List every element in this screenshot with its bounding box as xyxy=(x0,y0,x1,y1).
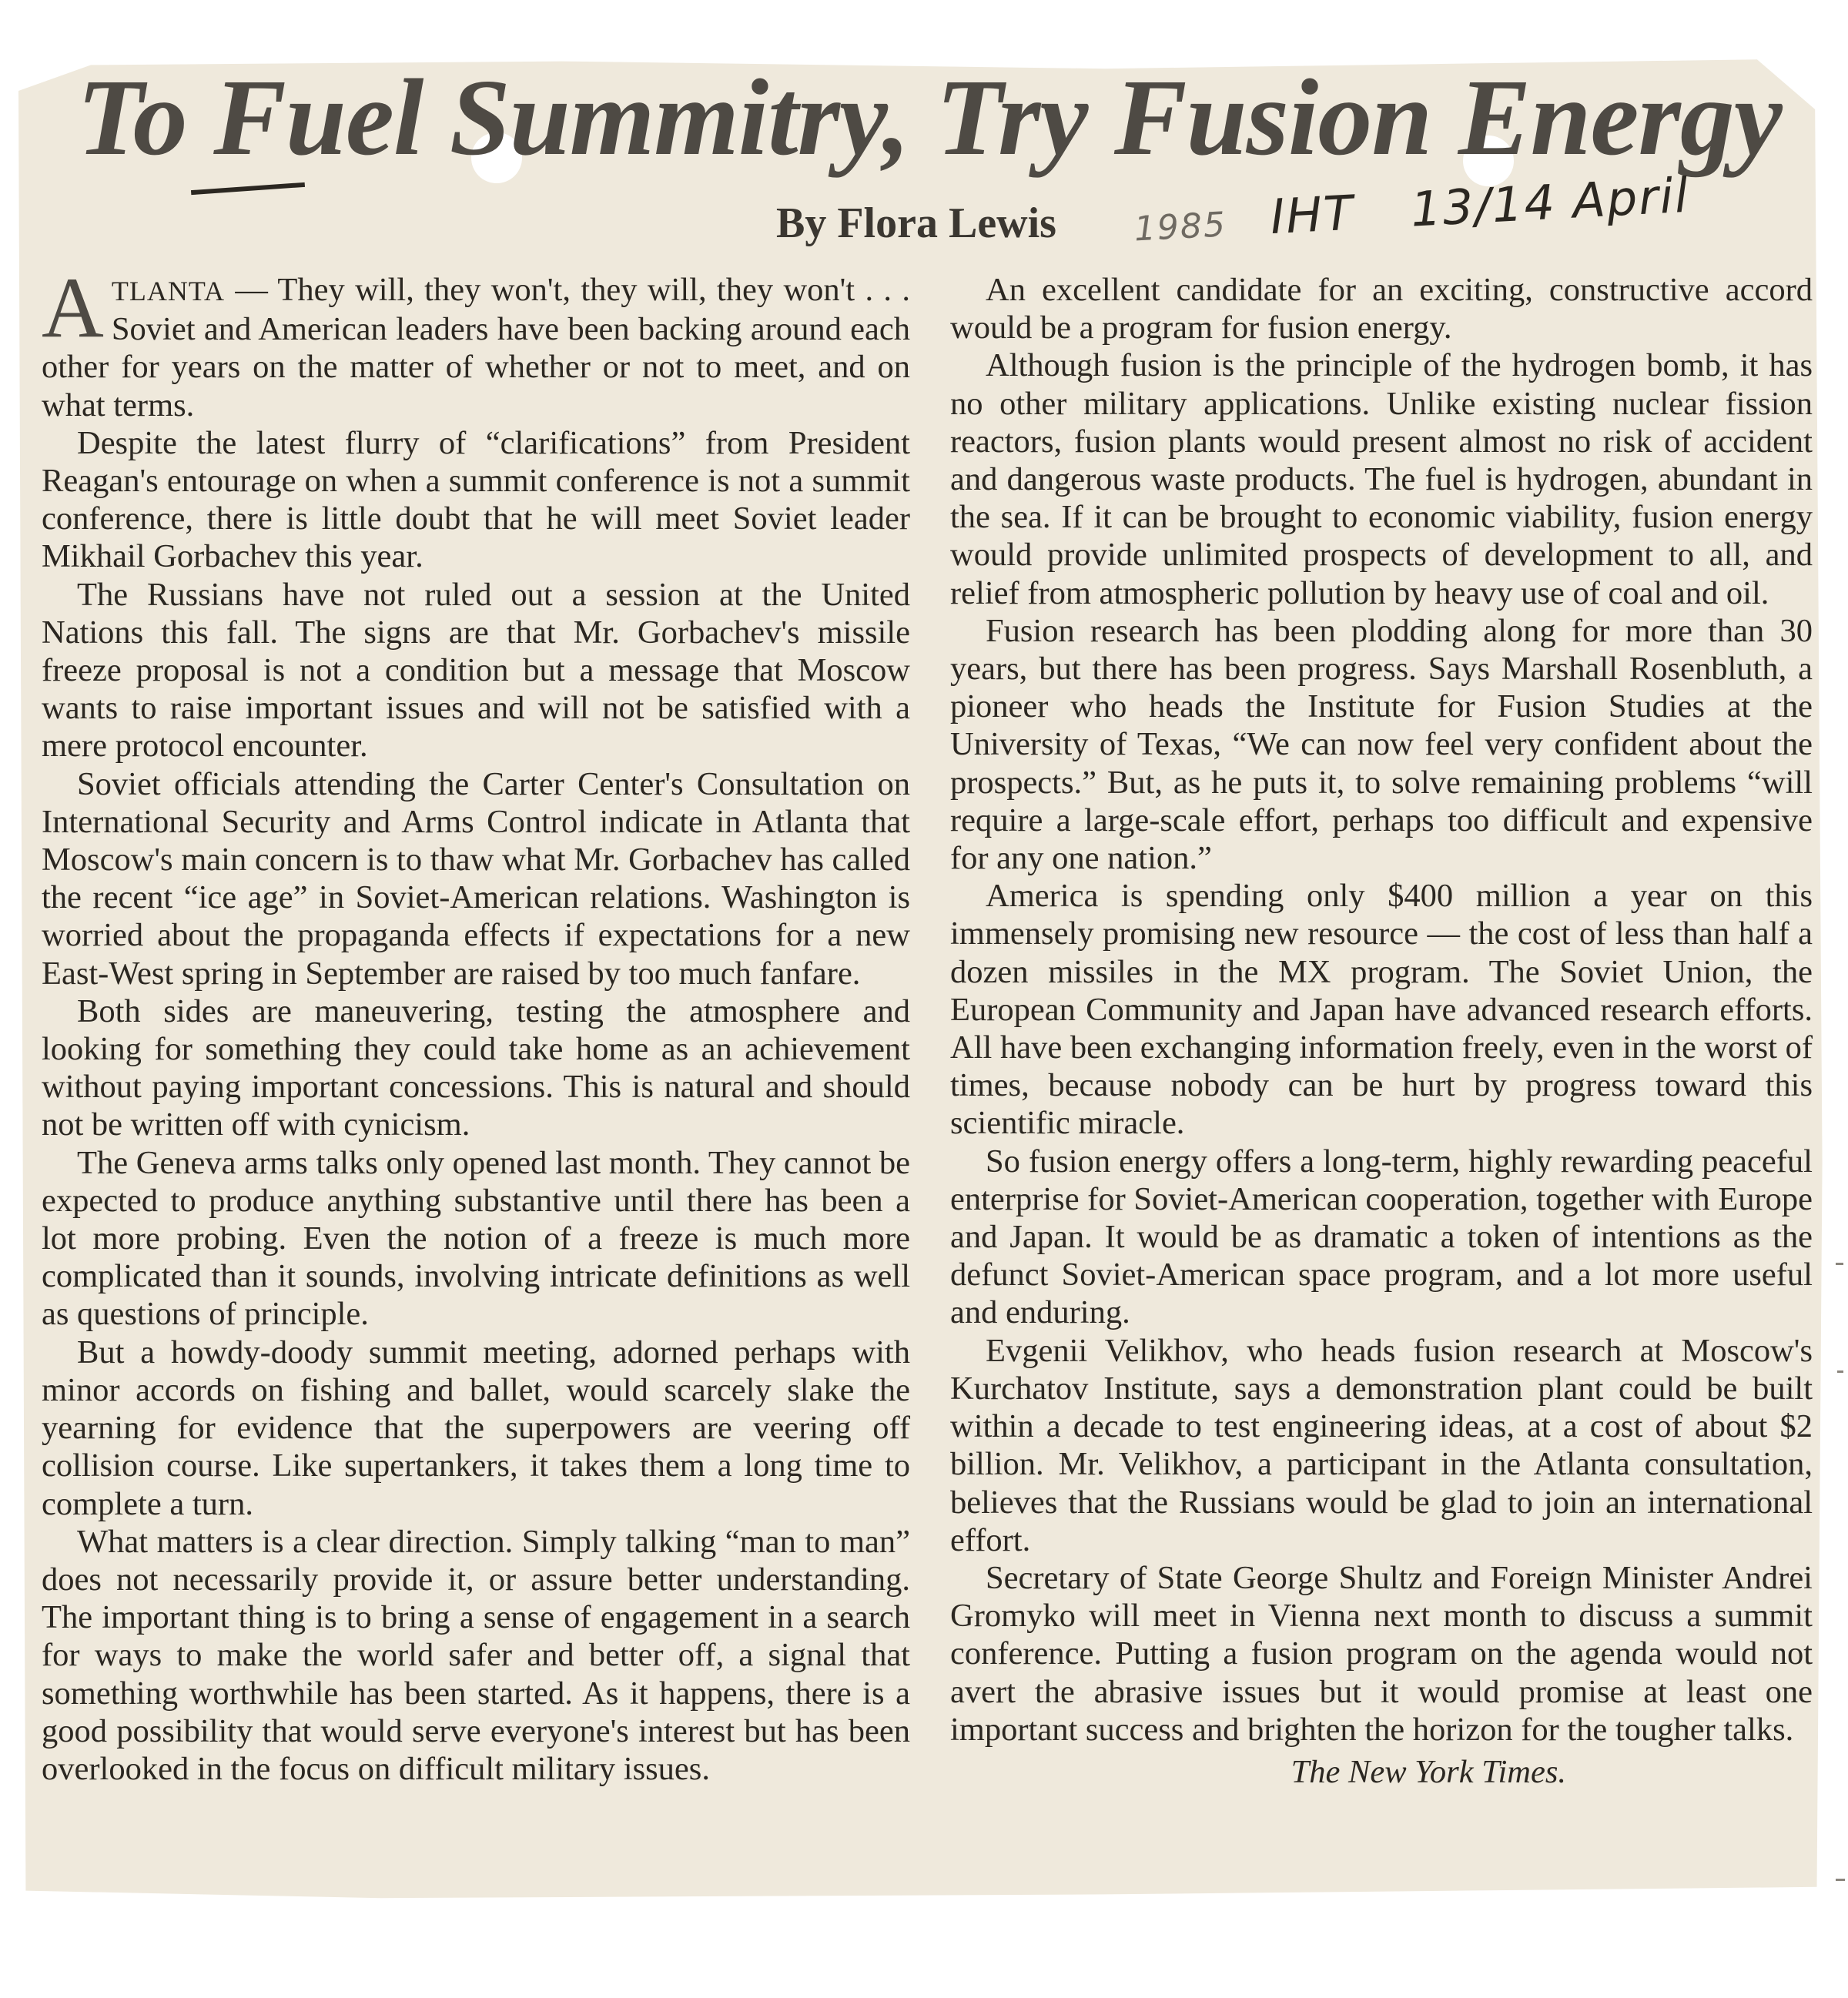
paragraph: The Geneva arms talks only opened last month. They cannot be expected to produce anything substantive until there has been a lot more probing. Even the notion of a freeze is much more complicated than it sounds, involving intricate definitions as well as questions of principle. xyxy=(42,1144,910,1333)
handwritten-year: 1985 xyxy=(1133,205,1228,249)
handwritten-date: 13/14 April xyxy=(1409,166,1691,238)
handwritten-publication: IHT xyxy=(1269,184,1356,246)
paragraph: So fusion energy offers a long-term, highly rewarding peaceful enterprise for Soviet-American cooperation, together with Europe and Japan. It would be as dramatic a token of intentions as the defunct Soviet-American space program, and a lot more useful and enduring. xyxy=(950,1143,1813,1331)
paragraph: Both sides are maneuvering, testing the atmosphere and looking for something they could take home as an achievement without paying important concessions. This is natural and should not be written off with cynicism. xyxy=(42,992,910,1143)
paragraph: But a howdy-doody summit meeting, adorned perhaps with minor accords on fishing and ballet, would scarcely slake the yearning for evidence that the superpowers are veering off collision course. Like supertankers, it takes them a long time to complete a turn. xyxy=(42,1334,910,1522)
paragraph: An excellent candidate for an exciting, constructive accord would be a program for fusion energy. xyxy=(950,272,1813,346)
paragraph-text: — They will, they won't, they will, they won't . . . Soviet and American leaders have been backing around each other for years on the matter of whether or not to meet, and on what terms. xyxy=(42,272,911,423)
headline: To Fuel Summitry, Try Fusion Energy xyxy=(77,56,1782,178)
paragraph: Soviet officials attending the Carter Center's Consultation on International Security and Arms Control indicate in Atlanta that Moscow's main concern is to thaw what Mr. Gorbachev has called the recent “ice age” in Soviet-American relations. Washington is worried about the propaganda effects if expectations for a new East-West spring in September are raised by too much fanfare. xyxy=(42,765,910,992)
edge-tick xyxy=(1836,1263,1843,1265)
edge-tick xyxy=(1837,1370,1843,1373)
paragraph: Fusion research has been plodding along for more than 30 years, but there has been progress. Says Marshall Rosenbluth, a pioneer who heads the Institute for Fusion Studies at the University of Texas, “We can now feel very confident about the prospects.” But, as he puts it, to solve remaining problems “will require a large-scale effort, perhaps too difficult and expensive for any one nation.” xyxy=(950,612,1813,877)
article-left-column xyxy=(42,260,911,1788)
byline: By Flora Lewis xyxy=(776,199,1056,247)
source-credit: The New York Times. xyxy=(1291,1753,1566,1790)
paragraph: Although fusion is the principle of the hydrogen bomb, it has no other military applications. Unlike existing nuclear fission reactors, fusion plants would present almost no risk of accident and dangerous waste products. The fuel is hydrogen, abundant in the sea. If it can be brought to economic viability, fusion energy would provide unlimited prospects of development to all, and relief from atmospheric pollution by heavy use of coal and oil. xyxy=(950,347,1813,611)
paragraph: The Russians have not ruled out a session at the United Nations this fall. The signs are that Mr. Gorbachev's missile freeze proposal is not a condition but a message that Moscow wants to raise important issues and will not be satisfied with a mere protocol encounter. xyxy=(42,576,910,765)
paragraph: What matters is a clear direction. Simply talking “man to man” does not necessarily provide it, or assure better understanding. The important thing is to bring a sense of engagement in a search for ways to make the world safer and better off, a signal that something worthwhile has been started. As it happens, there is a good possibility that would serve everyone's interest but has been overlooked in the focus on difficult military issues. xyxy=(42,1523,910,1787)
paragraph: Evgenii Velikhov, who heads fusion research at Moscow's Kurchatov Institute, says a demonstration plant could be built within a decade to test engineering ideas, at a cost of about $2 billion. Mr. Velikhov, a participant in the Atlanta consultation, believes that the Russians would be glad to join an international effort. xyxy=(950,1332,1813,1558)
paragraph: Secretary of State George Shultz and Foreign Minister Andrei Gromyko will meet in Vienna next month to discuss a summit conference. Putting a fusion program on the agenda would not avert the abrasive issues but it would promise at least one important success and brighten the horizon for the tougher talks. xyxy=(950,1559,1813,1748)
paragraph xyxy=(42,260,911,424)
paragraph: Despite the latest flurry of “clarifications” from President Reagan's entourage on when a summit conference is not a summit conference, there is little doubt that he will meet Soviet leader Mikhail Gorbachev this year. xyxy=(42,424,910,575)
dateline: TLANTA xyxy=(111,276,225,306)
edge-tick xyxy=(1836,1879,1845,1881)
article-right-column xyxy=(950,271,1813,1791)
paragraph: America is spending only $400 million a year on this immensely promising new resource — the cost of less than half a dozen missiles in the MX program. The Soviet Union, the European Community and Japan have advanced research efforts. All have been exchanging information freely, even in the worst of times, because nobody can be hurt by progress toward this scientific miracle. xyxy=(950,878,1813,1142)
drop-cap: A xyxy=(42,260,104,356)
